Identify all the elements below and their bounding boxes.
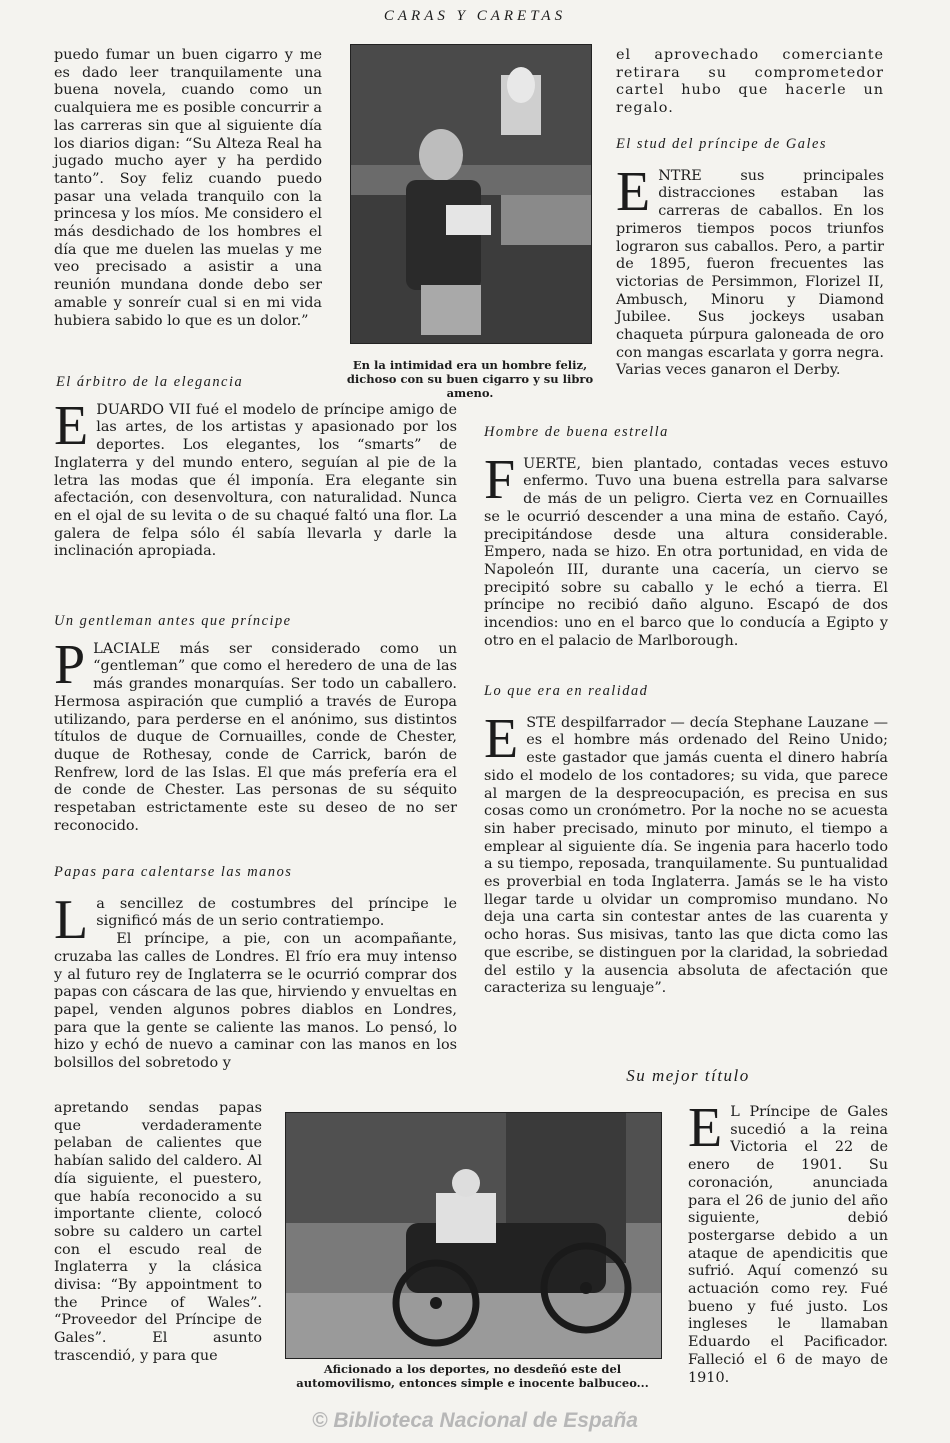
body-gentleman: LACIALE más ser considerado como un “gentleman” que como el heredero de una de las más grandes monarquías. Ser todo un caballero. Hermosa aspiración que cumplió a través de Europa utilizando, para perderse en el anónimo, sus distintos títulos de duque de Cornuailles, conde de Chester, duque de Rothesay, conde de Carrick, barón de Renfrew, lord de las Islas. El que más prefería era el de conde de Chester. Las personas de su séquito respetaban estrictamente este su deseo de no ser reconocido. (54, 640, 457, 834)
heading-gentleman: Un gentleman antes que príncipe (54, 613, 292, 629)
body-papas-2: El príncipe, a pie, con un acompañante, cruzaba las calles de Londres. El frío era muy intenso y al futuro rey de Inglaterra se le ocurrió comprar dos papas con cáscara de las que, hirviendo y envueltas en papel, venden algunos pobres diablos en Londres, para que la gente se caliente las manos. Lo pensó, lo hizo y echó de nuevo a caminar con las manos en los bolsillos del sobretodo y (54, 931, 457, 1072)
body-realidad: STE despilfarrador — decía Stephane Lauzane — es el hombre más ordenado del Reino Unido; este gastador que jamás cuenta el dinero habría sido el modelo de los contadores; su vida, que parece al margen de la despreocupación, es precisa en sus cosas como un cronómetro. Por la noche no se acuesta sin haber precisado, minuto por minuto, el tiempo a emplear al siguiente día. Se ingenia para hacerlo todo a su tiempo, reposada, tranquilamente. Su puntualidad es proverbial en toda Inglaterra. Jamás se le ha visto llegar tarde u olvidar un compromiso mundano. No deja una carta sin contestar antes de las cuarenta y ocho horas. Sus misivas, tanto las que dicta como las que escribe, se distinguen por la claridad, la sobriedad del estilo y la ausencia absoluta de afectación que caracteriza su lenguaje”. (484, 714, 888, 997)
photo-king-desk-image (351, 45, 591, 343)
photo1-caption: En la intimidad era un hombre feliz, dichoso con su buen cigarro y su libro ameno. (346, 358, 594, 400)
photo-king-desk (350, 44, 592, 344)
section-papas-cont (54, 1100, 262, 1366)
heading-realidad: Lo que era en realidad (484, 683, 649, 699)
drop-cap-realidad: E (484, 707, 519, 770)
body-arbitro: DUARDO VII fué el modelo de príncipe amigo de las artes, de los artistas y apasionado por los deportes. Los elegantes, los “smarts” de Inglaterra y del mundo entero, seguían al pie de la letra las modas que él imponía. Era elegante sin afectación, con desenvoltura, con naturalidad. Nunca en el ojal de su levita o de su chaqué faltó una flor. La galera de felpa sólo él sabía llevarla y darle la inclinación apropiada. (54, 401, 457, 560)
heading-papas: Papas para calentarse las manos (54, 864, 293, 880)
photo-car-image (286, 1113, 661, 1358)
section-estrella (484, 424, 888, 650)
section-stud (616, 136, 884, 380)
col1-top (54, 47, 322, 330)
section-gentleman (54, 613, 457, 835)
body-papas-1: a sencillez de costumbres del príncipe le significó más de un serio contratiempo. (96, 895, 457, 930)
section-realidad (484, 683, 888, 998)
body-titulo: L Príncipe de Gales sucedió a la reina Victoria el 22 de enero de 1901. Su coronación, anunciada para el 26 de junio del año siguiente, debió postergarse debido a un ataque de apendicitis que sufrió. Aquí comenzó su actuación como rey. Fué bueno y fué justo. Los ingleses le llamaban Eduardo el Pacificador. Falleció el 6 de mayo de 1910. (688, 1104, 888, 1386)
drop-cap-papas: L (54, 888, 89, 951)
photo2-caption: Aficionado a los deportes, no desdeñó este del automovilismo, entonces simple e inocente balbuceo... (296, 1362, 649, 1390)
heading-titulo-wrap (608, 1066, 768, 1086)
body-estrella: UERTE, bien plantado, contadas veces estuvo enfermo. Tuvo una buena estrella para salvarse de más de un peligro. Cierta vez en Cornuailles se le ocurrió descender a una mina de estaño. Cayó, precipitándose desde una altura considerable. Empero, nada se hizo. En otra portunidad, en vida de Napoleón III, durante una cacería, un ciervo se precipitó sobre su caballo y le echó a tierra. El príncipe no recibió daño alguno. Escapó de dos incendios: uno en el barco que lo conducía a Egipto y otro en el palacio de Marlborough. (484, 455, 888, 649)
footer-watermark: © Biblioteca Nacional de España (312, 1409, 638, 1432)
section-titulo (688, 1097, 888, 1387)
drop-cap-estrella: F (484, 448, 516, 511)
drop-cap-arbitro: E (54, 394, 89, 457)
heading-stud: El stud del príncipe de Gales (616, 136, 827, 152)
col3-top (616, 47, 884, 118)
masthead: CARAS Y CARETAS (383, 8, 567, 24)
drop-cap-titulo: E (688, 1097, 723, 1159)
drop-cap-gentleman: P (54, 633, 86, 696)
section-arbitro (54, 374, 457, 561)
body-stud: NTRE sus principales distracciones estaban las carreras de caballos. En los primeros tiempos pocos triunfos lograron sus caballos. Pero, a partir de 1895, fueron frecuentes las victorias de Persimmon, Florizel II, Ambusch, Minoru y Diamond Jubilee. Sus jockeys usaban chaqueta púrpura galoneada de oro con mangas escarlata y gorra negra. Varias veces ganaron el Derby. (616, 167, 884, 379)
heading-estrella: Hombre de buena estrella (484, 424, 669, 440)
heading-arbitro: El árbitro de la elegancia (56, 374, 244, 390)
col1-top-text: puedo fumar un buen cigarro y me es dado leer tranquilamente una buena novela, cuando como un cualquiera me es posible concurrir a las carreras sin que al siguiente día los diarios digan: “Su Alteza Real ha jugado mucho ayer y ha perdido tanto”. Soy feliz cuando puedo pasar una velada tranquilo con la princesa y los míos. Me considero el más desdichado de los hombres el día que me duelen las muelas y me veo precisado a asistir a una reunión mundana donde debo ser amable y sonreír cual si en mi vida hubiera sabido lo que es un dolor.” (54, 47, 322, 329)
heading-titulo: Su mejor título (626, 1066, 750, 1085)
section-papas (54, 864, 457, 1073)
body-papas-3: apretando sendas papas que verdaderamente pelaban de calientes que habían salido del caldero. Al día siguiente, el puestero, que había reconocido a su importante cliente, colocó sobre su caldero un cartel con el escudo real de Inglaterra y la clásica divisa: “By appointment to the Prince of Wales”. “Proveedor del Príncipe de Gales”. El asunto trascendió, y para que (54, 1100, 262, 1364)
photo-car (285, 1112, 662, 1359)
col3-top-text: el aprovechado comerciante retirara su comprometedor cartel hubo que hacerle un regalo. (616, 47, 884, 117)
drop-cap-stud: E (616, 160, 651, 223)
